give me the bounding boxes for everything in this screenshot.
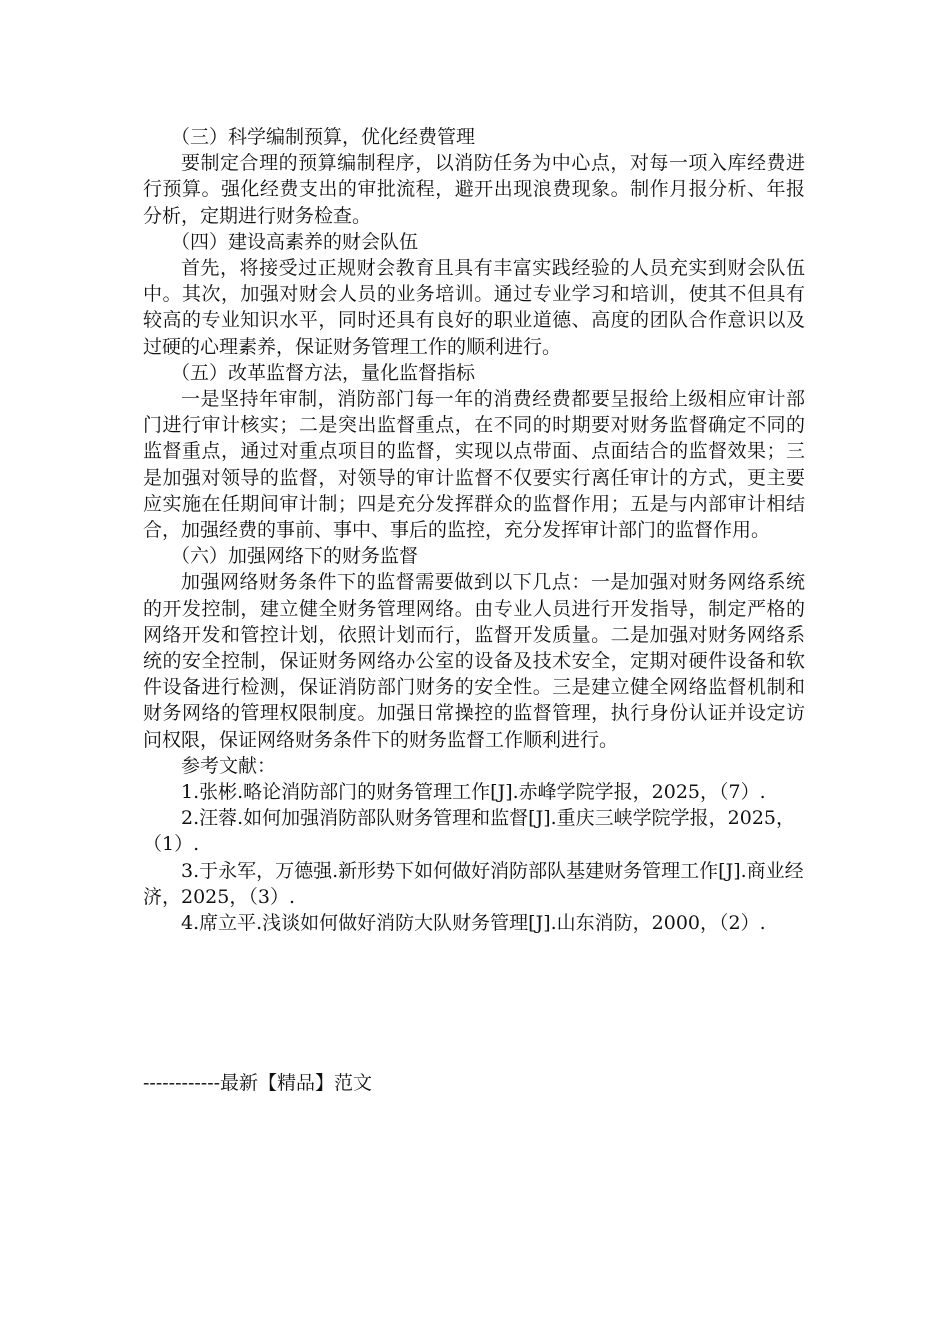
section-paragraph-3: 要制定合理的预算编制程序，以消防任务为中心点，对每一项入库经费进行预算。强化经费支出的审批流程，避开出现浪费现象。制作月报分析、年报分析，定期进行财务检查。 — [143, 152, 805, 227]
section-paragraph-5: 一是坚持年审制，消防部门每一年的消费经费都要呈报给上级相应审计部门进行审计核实；二是突出监督重点，在不同的时期要对财务监督确定不同的监督重点，通过对重点项目的监督，实现以点带面、点面结合的监督效果；三是加强对领导的监督，对领导的审计监督不仅要实行离任审计的方式，更主要应实施在任期间审计制；四是充分发挥群众的监督作用；五是与内部审计相结合，加强经费的事前、事中、事后的监控，充分发挥审计部门的监督作用。 — [143, 388, 805, 542]
footer-caption: ------------最新【精品】范文 — [143, 1072, 373, 1094]
document-body — [143, 124, 805, 936]
reference-item-1: 1.张彬.略论消防部门的财务管理工作[J].赤峰学院学报，2025，（7）. — [181, 781, 766, 804]
references-title: 参考文献： — [181, 754, 277, 777]
reference-item-3: 3.于永军，万德强.新形势下如何做好消防部队基建财务管理工作[J].商业经济，2025，（3）. — [143, 859, 804, 908]
section-heading-4: （四）建设高素养的财会队伍 — [171, 230, 419, 253]
section-heading-5: （五）改革监督方法，量化监督指标 — [171, 361, 476, 384]
reference-item-2: 2.汪蓉.如何加强消防部队财务管理和监督[J].重庆三峡学院学报，2025，（1）. — [143, 807, 796, 856]
section-paragraph-4: 首先，将接受过正规财会教育且具有丰富实践经验的人员充实到财会队伍中。其次，加强对财会人员的业务培训。通过专业学习和培训，使其不但具有较高的专业知识水平，同时还具有良好的职业道德、高度的团队合作意识以及过硬的心理素养，保证财务管理工作的顺利进行。 — [143, 257, 805, 358]
section-paragraph-6: 加强网络财务条件下的监督需要做到以下几点：一是加强对财务网络系统的开发控制，建立健全财务管理网络。由专业人员进行开发指导，制定严格的网络开发和管控计划，依照计划而行，监督开发质量。二是加强对财务网络系统的安全控制，保证财务网络办公室的设备及技术安全，定期对硬件设备和软件设备进行检测，保证消防部门财务的安全性。三是建立健全网络监督机制和财务网络的管理权限制度。加强日常操控的监督管理，执行身份认证并设定访问权限，保证网络财务条件下的财务监督工作顺利进行。 — [143, 571, 805, 751]
reference-item-4: 4.席立平.浅谈如何做好消防大队财务管理[J].山东消防，2000，（2）. — [181, 912, 766, 935]
section-heading-6: （六）加强网络下的财务监督 — [171, 545, 419, 568]
section-heading-3: （三）科学编制预算，优化经费管理 — [171, 126, 476, 148]
